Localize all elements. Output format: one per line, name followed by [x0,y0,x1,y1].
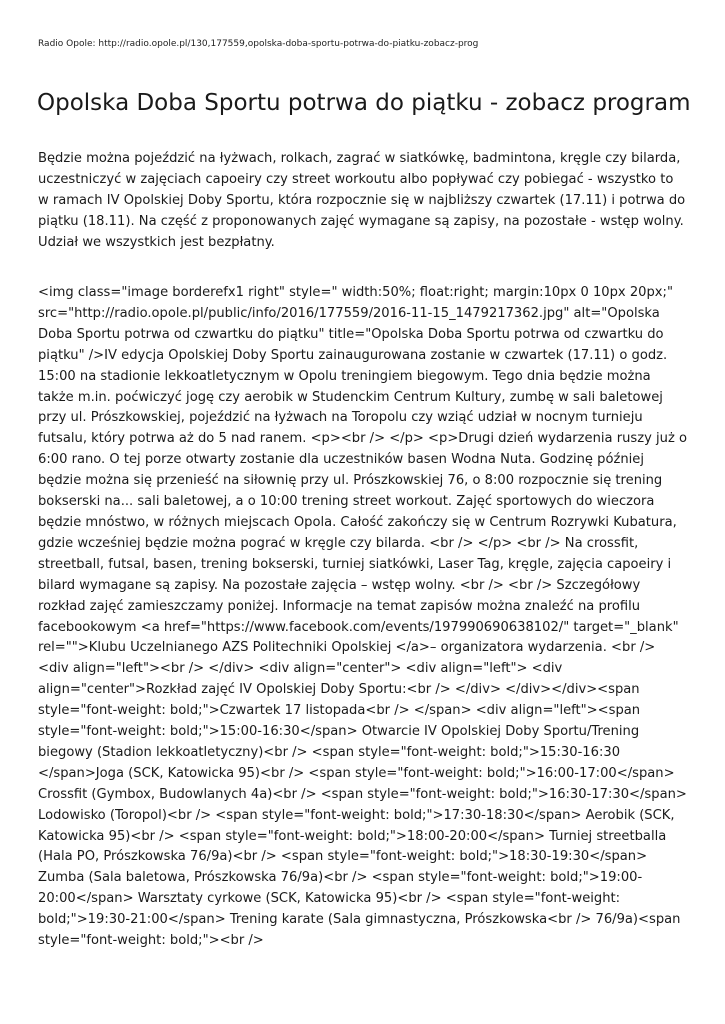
article-title: Opolska Doba Sportu potrwa do piątku - zobacz program [37,90,691,116]
source-url-line: Radio Opole: http://radio.opole.pl/130,177559,opolska-doba-sportu-potrwa-do-piatku-zobacz-prog [38,39,479,49]
article-raw-html-content: <img class="image borderefx1 right" style=" width:50%; float:right; margin:10px 0 10px 20px;" src="http://radio.opole.pl/public/info/2016/177559/2016-11-15_1479217362.jpg" alt="Opolska Doba Sportu potrwa od czwartku do piątku" title="Opolska Doba Sportu potrwa od czwartku do piątku" />IV edycja Opolskiej Doby Sportu zainaugurowana zostanie w czwartek (17.11) o godz. 15:00 na stadionie lekkoatletycznym w Opolu treningiem biegowym. Tego dnia będzie można także m.in. poćwiczyć jogę czy aerobik w Studenckim Centrum Kultury, zumbę w sali baletowej przy ul. Prószkowskiej, pojeździć na łyżwach na Toropolu czy wziąć udział w nocnym turnieju futsalu, który potrwa aż do 5 nad ranem. <p><br /> </p> <p>Drugi dzień wydarzenia ruszy już o 6:00 rano. O tej porze otwarty zostanie dla uczestników basen Wodna Nuta. Godzinę później będzie można się przenieść na siłownię przy ul. Prószkowskiej 76, o 8:00 rozpocznie się trening bokserski na... sali baletowej, a o 10:00 trening street workout. Zajęć sportowych do wieczora będzie mnóstwo, w różnych miejscach Opola. Całość zakończy się w Centrum Rozrywki Kubatura, gdzie wcześniej będzie można pograć w kręgle czy bilarda. <br /> </p> <br /> Na crossfit, streetball, futsal, basen, trening bokserski, turniej siatkówki, Laser Tag, kręgle, zajęcia capoeiry i bilard wymagane są zapisy. Na pozostałe zajęcia – wstęp wolny. <br /> <br /> Szczegółowy rozkład zajęć zamieszczamy poniżej. Informacje na temat zapisów można znaleźć na profilu facebookowym <a href="https://www.facebook.com/events/197990690638102/" target="_blank" rel="">Klubu Uczelnianego AZS Politechniki Opolskiej </a>– organizatora wydarzenia. <br /> <div align="left"><br /> </div> <div align="center"> <div align="left"> <div align="center">Rozkład zajęć IV Opolskiej Doby Sportu:<br /> </div> </div></div><span style="font-weight: bold;">Czwartek 17 listopada<br /> </span> <div align="left"><span style="font-weight: bold;">15:00-16:30</span> Otwarcie IV Opolskiej Doby Sportu/Trening biegowy (Stadion lekkoatletyczny)<br /> <span style="font-weight: bold;">15:30-16:30 </span>Joga (SCK, Katowicka 95)<br /> <span style="font-weight: bold;">16:00-17:00</span> Crossfit (Gymbox, Budowlanych 4a)<br /> <span style="font-weight: bold;">16:30-17:30</span> Lodowisko (Toropol)<br /> <span style="font-weight: bold;">17:30-18:30</span> Aerobik (SCK, Katowicka 95)<br /> <span style="font-weight: bold;">18:00-20:00</span> Turniej streetballa (Hala PO, Prószkowska 76/9a)<br /> <span style="font-weight: bold;">18:30-19:30</span> Zumba (Sala baletowa, Prószkowska 76/9a)<br /> <span style="font-weight: bold;">19:00-20:00</span> Warsztaty cyrkowe (SCK, Katowicka 95)<br /> <span style="font-weight: bold;">19:30-21:00</span> Trening karate (Sala gimnastyczna, Prószkowska<br /> 76/9a)<span style="font-weight: bold;"><br /> [38,285,687,949]
article-lead-paragraph: Będzie można pojeździć na łyżwach, rolkach, zagrać w siatkówkę, badmintona, kręgle czy bilarda, uczestniczyć w zajęciach capoeiry czy street workoutu albo popływać czy pobiegać - wszystko to w ramach IV Opolskiej Doby Sportu, która rozpocznie się w najbliższy czwartek (17.11) i potrwa do piątku (18.11). Na część z proponowanych zajęć wymagane są zapisy, na pozostałe - wstęp wolny. Udział we wszystkich jest bezpłatny. [38,151,686,250]
